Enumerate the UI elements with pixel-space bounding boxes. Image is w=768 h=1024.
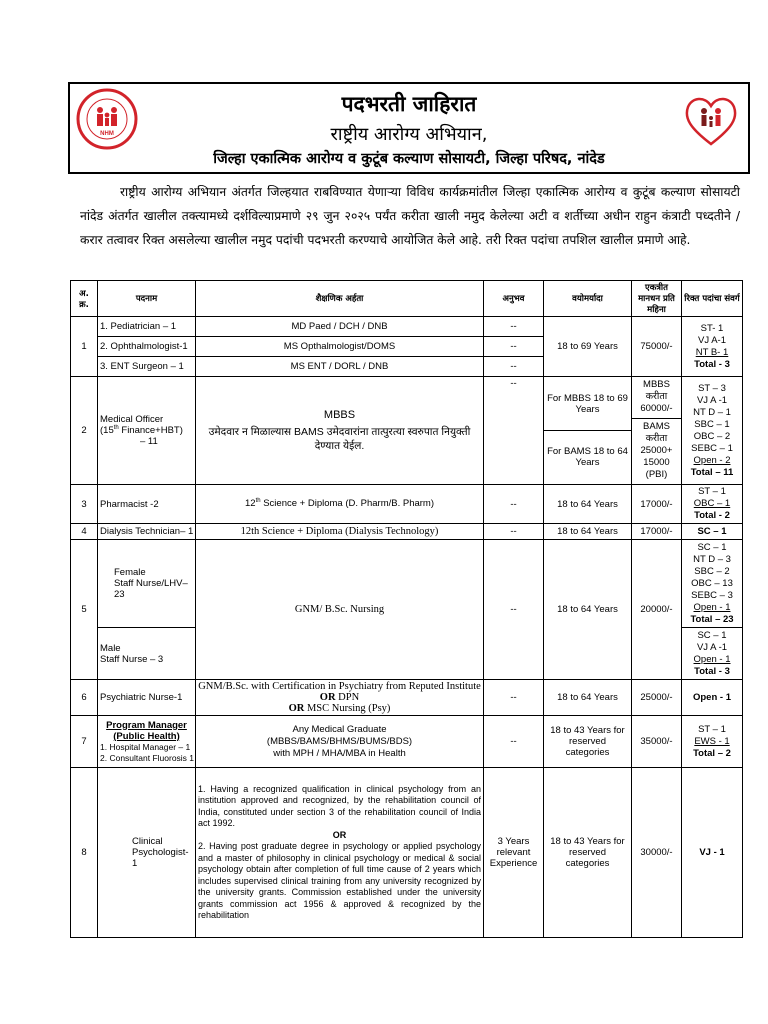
category-item: OBC – 2 (693, 430, 731, 442)
category-total: Total – 23 (690, 613, 734, 625)
category-item: ST- 1 (700, 322, 724, 334)
row-sr: 5 (71, 540, 98, 680)
pay-cell: 75000/- (632, 317, 682, 377)
vacancy-cell (682, 540, 743, 628)
category-item: Open - 1 (693, 653, 731, 665)
experience-cell: -- (484, 716, 544, 768)
post-cell: 3. ENT Surgeon – 1 (98, 357, 196, 377)
vacancy-cell: SC – 1 (682, 524, 743, 540)
age-bams: For BAMS 18 to 64 Years (544, 430, 631, 483)
post-cell (98, 377, 196, 485)
category-item: SC – 1 (697, 629, 727, 641)
qualification-cell: MS Opthalmologist/DOMS (196, 337, 484, 357)
vacancy-cell: VJ - 1 (682, 768, 743, 938)
experience-cell: 3 Years relevant Experience (484, 768, 544, 938)
qualification-title: MBBS (323, 408, 356, 421)
table-row (71, 768, 743, 938)
qualification-cell (196, 768, 484, 938)
post-cell: 2. Ophthalmologist-1 (98, 337, 196, 357)
post-count: – 11 (140, 436, 158, 448)
table-row (71, 540, 743, 628)
qualification-cell: GNM/ B.Sc. Nursing (196, 540, 484, 680)
age-cell: 18 to 64 Years (544, 524, 632, 540)
pay-cell: 17000/- (632, 524, 682, 540)
vacancy-table (70, 280, 743, 938)
post-name: Program Manager (Public Health) (106, 719, 187, 742)
vacancy-cell (682, 377, 743, 485)
category-item: OBC – 1 (693, 498, 731, 509)
post-cell: Psychiatric Nurse-1 (98, 680, 196, 716)
pay-cell: 25000/- (632, 680, 682, 716)
row-sr: 8 (71, 768, 98, 938)
experience-cell: -- (484, 317, 544, 337)
qualification-line: Any Medical Graduate (292, 723, 387, 735)
age-cell: 18 to 43 Years for reserved categories (544, 768, 632, 938)
col-age: वयोमर्यादा (544, 281, 632, 317)
qualification-cell: MD Paed / DCH / DNB (196, 317, 484, 337)
post-item: 2. Consultant Fluorosis 1 (100, 752, 195, 763)
table-row (71, 716, 743, 768)
post-cell: Dialysis Technician– 1 (98, 524, 196, 540)
col-sr: अ. क्र. (71, 281, 98, 317)
age-cell: 18 to 64 Years (544, 680, 632, 716)
pay-mbbs: MBBS करीता 60000/- (640, 379, 673, 414)
age-mbbs: For MBBS 18 to 69 Years (547, 393, 628, 415)
category-item: NT D – 1 (693, 406, 731, 418)
age-cell: 18 to 69 Years (544, 317, 632, 377)
experience-cell: -- (484, 485, 544, 524)
category-item: SBC – 2 (694, 565, 730, 577)
qualification-cell: GNM/B.Sc. with Certification in Psychiatry from Reputed Institute OR DPN OR MSC Nursing (Psy) (196, 680, 484, 716)
post-name: Staff Nurse – 3 (100, 653, 164, 665)
row-sr: 6 (71, 680, 98, 716)
table-row (71, 377, 743, 485)
pay-cell: 17000/- (632, 485, 682, 524)
category-total: Total - 3 (694, 358, 730, 370)
qualification-line: (MBBS/BAMS/BHMS/BUMS/BDS) (266, 735, 413, 747)
category-item: OBC – 13 (691, 577, 733, 589)
age-cell: 18 to 43 Years for reserved categories (544, 716, 632, 768)
category-total: Total – 2 (693, 747, 731, 759)
col-vacancy: रिक्त पदांचा संवर्ग (682, 281, 743, 317)
category-item: ST – 3 (698, 382, 726, 394)
pay-bams: BAMS करीता 25000+ 15000 (PBI) (632, 418, 681, 483)
category-item: VJ A-1 (698, 334, 726, 346)
age-cell: 18 to 64 Years (544, 485, 632, 524)
post-cell: Clinical Psychologist-1 (98, 768, 196, 938)
category-item: ST – 1 (698, 486, 726, 497)
intro-paragraph (80, 180, 740, 252)
post-name: Male (100, 642, 121, 654)
pay-cell: 30000/- (632, 768, 682, 938)
experience-cell: -- (484, 524, 544, 540)
category-item: SEBC – 1 (691, 442, 733, 454)
experience-cell: -- (484, 357, 544, 377)
intro-text: राष्ट्रीय आरोग्य अभियान अंतर्गत जिल्हयात राबविण्यात येणाऱ्या विविध कार्यक्रमांतील जिल्हा एकात्मिक आरोग्य व कुटूंब कल्याण सोसायटी नांदेड अंतर्गत खालील तक्त्यामध्ये दर्शविल्याप्रमाणे २९ जुन २०२५ पर्यंत करीता खाली नमुद केलेल्या अटी व शर्तीच्या अधीन राहुन कंत्राटी पध्दतीने / करार तत्वावर रिक्त असलेल्या खालील नमुद पदांची पदभरती करण्याचे आयोजित केले आहे. तरी रिक्त पदांचा तपशिल खालील प्रमाणे आहे. (80, 185, 740, 247)
pay-cell (632, 377, 682, 485)
col-experience: अनुभव (484, 281, 544, 317)
nhm-logo-caption: NHM (100, 131, 114, 137)
category-item: SC – 1 (697, 541, 727, 553)
table-row (71, 680, 743, 716)
experience-cell: -- (484, 377, 544, 485)
experience-cell: -- (484, 337, 544, 357)
category-item: Open - 1 (693, 601, 731, 613)
category-total: Total – 11 (690, 466, 734, 478)
qualification-cell (196, 377, 484, 485)
qualification-point: 2. Having post graduate degree in psychology or applied psychology and a master of philosophy in clinical psychology or medical & social psychology obtain after completion of full time cause of 2 years which includes supervised clinical training from any university recognized by the university grants. Commission established under the university grants commission act 1956 & approved & recognized by the rehabilitation (198, 841, 481, 920)
row-sr: 2 (71, 377, 98, 485)
page-subtitle: राष्ट्रीय आरोग्य अभियान, (330, 124, 488, 145)
category-item: Open - 2 (693, 454, 731, 466)
society-name: जिल्हा एकात्मिक आरोग्य व कुटूंब कल्याण सोसायटी, जिल्हा परिषद, नांदेड (213, 151, 605, 167)
qualification-cell: 12th Science + Diploma (Dialysis Technology) (196, 524, 484, 540)
category-item: VJ A -1 (696, 641, 728, 653)
table-header-row (71, 281, 743, 317)
experience-cell: -- (484, 680, 544, 716)
col-pay: एकत्रीत मानधन प्रति महिना (632, 281, 682, 317)
post-cell (98, 628, 196, 680)
qualification-cell (196, 716, 484, 768)
qualification-cell: 12th Science + Diploma (D. Pharm/B. Pharm) (196, 485, 484, 524)
vacancy-cell: Open - 1 (682, 680, 743, 716)
qualification-or: OR (332, 829, 347, 840)
post-cell: 1. Pediatrician – 1 (98, 317, 196, 337)
table-row (71, 485, 743, 524)
post-name: (15th Finance+HBT) (100, 424, 183, 437)
category-item: NT B- 1 (695, 346, 729, 358)
post-cell (98, 540, 196, 628)
pay-cell: 35000/- (632, 716, 682, 768)
row-sr: 4 (71, 524, 98, 540)
age-cell (544, 377, 632, 485)
qualification-point: 1. Having a recognized qualification in clinical psychology from an institution approved and recognized, by the rehabilitation council of India, constituted under section 3 of the rehabilitation council of India act 1992. (198, 783, 481, 828)
category-item: ST – 1 (698, 723, 726, 735)
post-name: Staff Nurse/LHV– (114, 578, 188, 589)
category-item: VJ A -1 (696, 394, 728, 406)
experience-cell: -- (484, 540, 544, 680)
qualification-cell: MS ENT / DORL / DNB (196, 357, 484, 377)
col-qualification: शैक्षणिक अर्हता (196, 281, 484, 317)
table-row (71, 317, 743, 337)
post-count: 23 (114, 589, 125, 600)
row-sr: 7 (71, 716, 98, 768)
row-sr: 1 (71, 317, 98, 377)
page-title: पदभरती जाहिरात (341, 92, 477, 116)
post-cell: Pharmacist -2 (98, 485, 196, 524)
col-post: पदनाम (98, 281, 196, 317)
post-item: 1. Hospital Manager – 1 (100, 741, 191, 752)
pay-cell: 20000/- (632, 540, 682, 680)
family-heart-logo-icon (680, 88, 742, 150)
age-cell: 18 to 64 Years (544, 540, 632, 680)
vacancy-cell (682, 716, 743, 768)
table-row (71, 524, 743, 540)
row-sr: 3 (71, 485, 98, 524)
category-item: SBC – 1 (694, 418, 730, 430)
category-total: Total - 2 (694, 510, 730, 521)
post-name: Female (114, 567, 146, 578)
vacancy-cell (682, 317, 743, 377)
qualification-note: उमेदवार न मिळाल्यास BAMS उमेदवारांना तात्पुरत्या स्वरुपात नियुक्ती देण्यात येईल. (208, 425, 471, 452)
category-item: NT D – 3 (693, 553, 731, 565)
vacancy-cell (682, 628, 743, 680)
vacancy-cell (682, 485, 743, 524)
category-item: SEBC – 3 (691, 589, 733, 601)
post-cell (98, 716, 196, 768)
qualification-line: with MPH / MHA/MBA in Health (273, 747, 406, 759)
post-name: Medical Officer (100, 413, 164, 425)
category-total: Total - 3 (694, 665, 730, 677)
header-box (68, 82, 750, 174)
category-item: EWS - 1 (694, 735, 730, 747)
